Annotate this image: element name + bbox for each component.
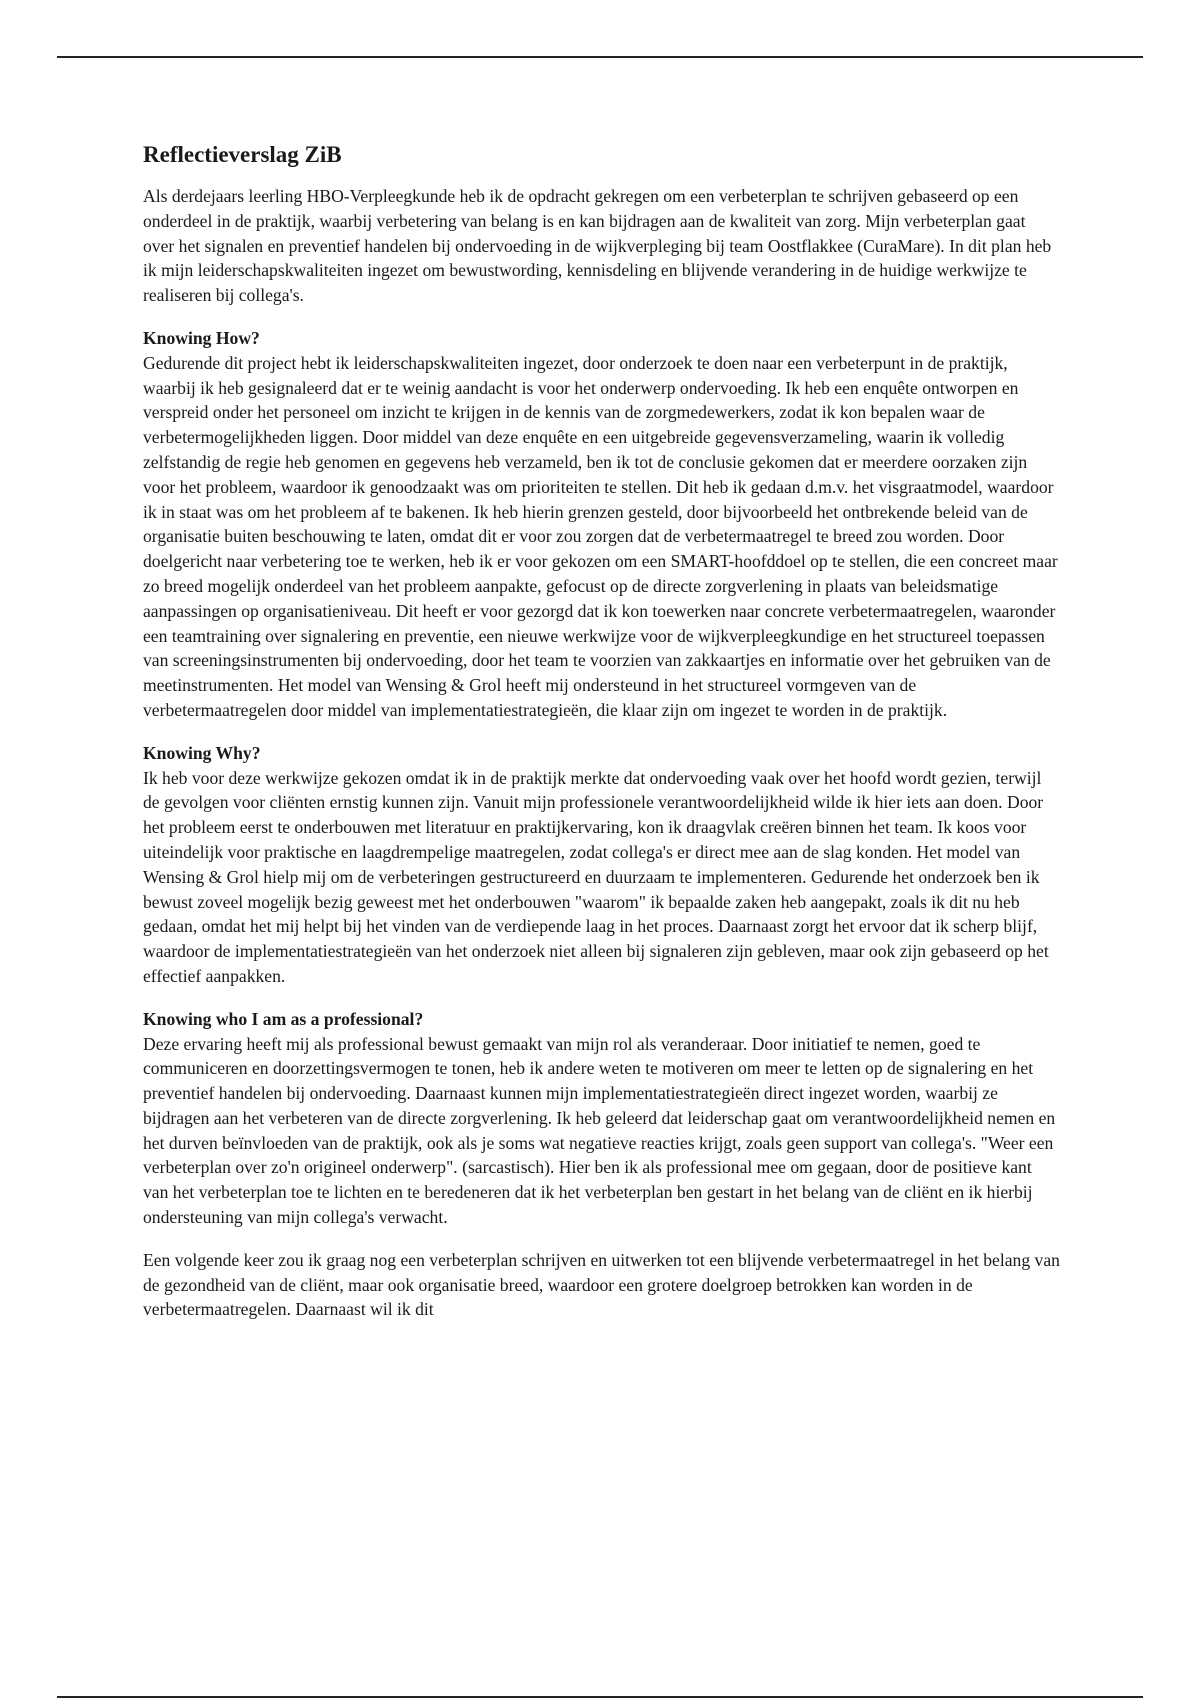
section-heading: Knowing who I am as a professional?: [143, 1008, 424, 1029]
section-body: Ik heb voor deze werkwijze gekozen omdat ik in de praktijk merkte dat ondervoeding vaak over het hoofd wordt gezien, terwijl de gevolgen voor cliënten ernstig kunnen zijn. Vanuit mijn professionele verantwoordelijkheid wilde ik hier iets aan doen. Door het probleem eerst te onderbouwen met literatuur en praktijkervaring, kon ik draagvlak creëren binnen het team. Ik koos voor uiteindelijk voor praktische en laagdrempelige maatregelen, zodat collega's er direct mee aan de slag konden. Het model van Wensing & Grol hielp mij om de verbeteringen gestructureerd en duurzaam te implementeren. Gedurende het onderzoek ben ik bewust zoveel mogelijk bezig geweest met het onderbouwen "waarom" ik bepaalde zaken heb aangepakt, zoals ik dit nu heb gedaan, omdat het mij helpt bij het vinden van de verdiepende laag in het proces. Daarnaast zorgt het ervoor dat ik scherp blijf, waardoor de implementatiestrategieën van het onderzoek niet alleen bij signaleren zijn gebleven, maar ook zijn gebaseerd op het effectief aanpakken.: [143, 767, 1049, 986]
intro-paragraph: Als derdejaars leerling HBO-Verpleegkunde heb ik de opdracht gekregen om een verbeterplan te schrijven gebaseerd op een onderdeel in de praktijk, waarbij verbetering van belang is en kan bijdragen aan de kwaliteit van zorg. Mijn verbeterplan gaat over het signalen en preventief handelen bij ondervoeding in de wijkverpleging bij team Oostflakkee (CuraMare). In dit plan heb ik mijn leiderschapskwaliteiten ingezet om bewustwording, kennisdeling en blijvende verandering in de huidige werkwijze te realiseren bij collega's.: [143, 186, 1052, 306]
document-body: [143, 140, 1061, 1340]
section-heading: Knowing Why?: [143, 742, 261, 763]
section-body: Gedurende dit project hebt ik leiderschapskwaliteiten ingezet, door onderzoek te doen naar een verbeterpunt in de praktijk, waarbij ik heb gesignaleerd dat er te weinig aandacht is voor het onderwerp ondervoeding. Ik heb een enquête ontworpen en verspreid onder het personeel om inzicht te krijgen in de kennis van de zorgmedewerkers, zodat ik kon bepalen waar de verbetermogelijkheden liggen. Door middel van deze enquête en een uitgebreide gegevensverzameling, waarin ik volledig zelfstandig de regie heb genomen en gegevens heb verzameld, ben ik tot de conclusie gekomen dat er meerdere oorzaken zijn voor het probleem, waardoor ik genoodzaakt was om prioriteiten te stellen. Dit heb ik gedaan d.m.v. het visgraatmodel, waardoor ik in staat was om het probleem af te bakenen. Ik heb hierin grenzen gesteld, door bijvoorbeeld het ontbrekende beleid van de organisatie buiten beschouwing te laten, omdat dit er voor zou zorgen dat de verbetermaatregel te breed zou worden. Door doelgericht naar verbetering toe te werken, heb ik er voor gekozen om een SMART-hoofddoel op te stellen, die een concreet maar zo breed mogelijk onderdeel van het probleem aanpakte, gefocust op de directe zorgverlening in plaats van beleidsmatige aanpassingen op organisatieniveau. Dit heeft er voor gezorgd dat ik kon toewerken naar concrete verbetermaatregelen, waaronder een teamtraining over signalering en preventie, een nieuwe werkwijze voor de wijkverpleegkundige en het structureel toepassen van screeningsinstrumenten bij ondervoeding, door het team te voorzien van zakkaartjes en informatie over het gebruiken van de meetinstrumenten. Het model van Wensing & Grol heeft mij ondersteund in het structureel vormgeven van de verbetermaatregelen door middel van implementatiestrategieën, die klaar zijn om ingezet te worden in de praktijk.: [143, 352, 1058, 720]
top-rule: [57, 56, 1143, 58]
closing-paragraph: Een volgende keer zou ik graag nog een verbeterplan schrijven en uitwerken tot een blijvende verbetermaatregel in het belang van de gezondheid van de cliënt, maar ook organisatie breed, waardoor een grotere doelgroep betrokken kan worden in de verbetermaatregelen. Daarnaast wil ik dit: [143, 1249, 1060, 1320]
document-title: Reflectieverslag ZiB: [143, 142, 342, 167]
section-heading: Knowing How?: [143, 327, 260, 348]
section-knowing-who: [143, 1007, 1061, 1230]
section-body: Deze ervaring heeft mij als professional bewust gemaakt van mijn rol als veranderaar. Door initiatief te nemen, goed te communiceren en doorzettingsvermogen te tonen, heb ik andere weten te motiveren om meer te letten op de signalering en het preventief handelen bij ondervoeding. Daarnaast kunnen mijn implementatiestrategieën direct ingezet worden, waarbij ze bijdragen aan het verbeteren van de directe zorgverlening. Ik heb geleerd dat leiderschap gaat om verantwoordelijkheid nemen en het durven beïnvloeden van de praktijk, ook als je soms wat negatieve reacties krijgt, zoals geen support van collega's. "Weer een verbeterplan over zo'n origineel onderwerp". (sarcastisch). Hier ben ik als professional mee om gegaan, door de positieve kant van het verbeterplan toe te lichten en te beredeneren dat ik het verbeterplan ben gestart in het belang van de cliënt en ik hierbij ondersteuning van mijn collega's verwacht.: [143, 1033, 1056, 1228]
section-knowing-why: [143, 741, 1061, 989]
section-knowing-how: [143, 326, 1061, 723]
bottom-rule: [57, 1696, 1143, 1698]
